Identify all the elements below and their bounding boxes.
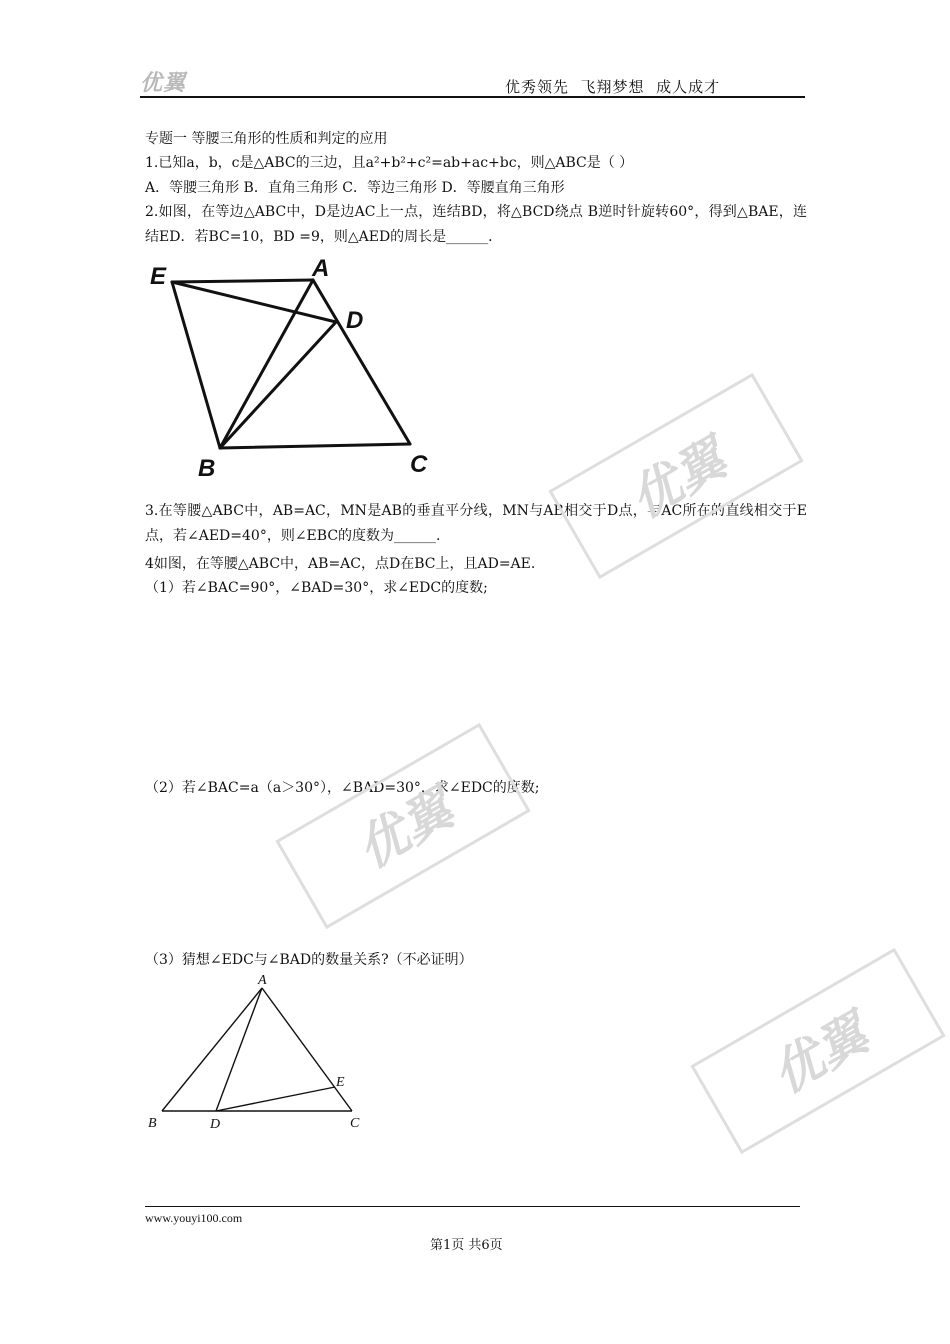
segment-AD [216,988,262,1111]
label-B: B [148,1116,157,1131]
topic-title: 专题一 等腰三角形的性质和判定的应用 [145,131,388,147]
q1-options: A．等腰三角形 B．直角三角形 C．等边三角形 D．等腰直角三角形 [145,180,565,196]
footer-divider [145,1206,800,1207]
label-C: C [410,451,428,478]
header-slogan: 优秀领先 飞翔梦想 成人成才 [505,78,721,96]
segment-AB [162,988,262,1111]
watermark-text: 优翼 [620,429,736,530]
page-number: 第1页 共6页 [430,1238,503,1253]
segment-ED [172,282,336,322]
label-B: B [198,455,216,480]
segment-AC [313,280,410,444]
q4-part2: （2）若∠BAC=a（a＞30°），∠BAD=30°，求∠EDC的度数; [145,780,540,796]
q2-figure [140,250,440,480]
q2-text: 2.如图，在等边△ABC中，D是边AC上一点，连结BD，将△BCD绕点 B逆时针旋转60°，得到△BAE，连结ED．若BC=10，BD =9，则△AED的周长是______． [145,204,807,245]
q4-stem: 4如图，在等腰△ABC中，AB=AC，点D在BC上，且AD=AE. [145,556,536,572]
header-divider [140,96,805,98]
segment-BC [220,444,410,448]
label-D: D [210,1117,221,1132]
watermark-stamp [690,948,945,1154]
label-A: A [312,255,330,282]
watermark-text: 优翼 [347,779,463,880]
segment-EB [172,282,220,448]
q4-part3: （3）猜想∠EDC与∠BAD的数量关系?（不必证明） [145,952,473,968]
watermark-stamp [275,723,530,929]
q4-part1: （1）若∠BAC=90°，∠BAD=30°，求∠EDC的度数; [145,580,488,596]
watermark-text: 优翼 [762,1004,878,1105]
label-E: E [336,1075,345,1090]
q3-text: 3.在等腰△ABC中，AB=AC，MN是AB的垂直平分线，MN与AB相交于D点，与AC所在的直线相交于E点，若∠AED=40°，则∠EBC的度数为______. [145,503,807,544]
brand-logo: 优翼 [140,71,187,96]
segment-DE [216,1087,335,1111]
segment-EA [172,280,313,282]
label-E: E [150,263,167,290]
q1-stem: 1.已知a，b，c是△ABC的三边，且a²+b²+c²=ab+ac+bc，则△ABC是（ ） [145,155,634,171]
label-D: D [346,307,364,334]
q4-figure [140,968,380,1138]
label-A: A [258,973,267,988]
footer-url: www.youyi100.com [145,1211,243,1225]
label-C: C [350,1116,360,1131]
